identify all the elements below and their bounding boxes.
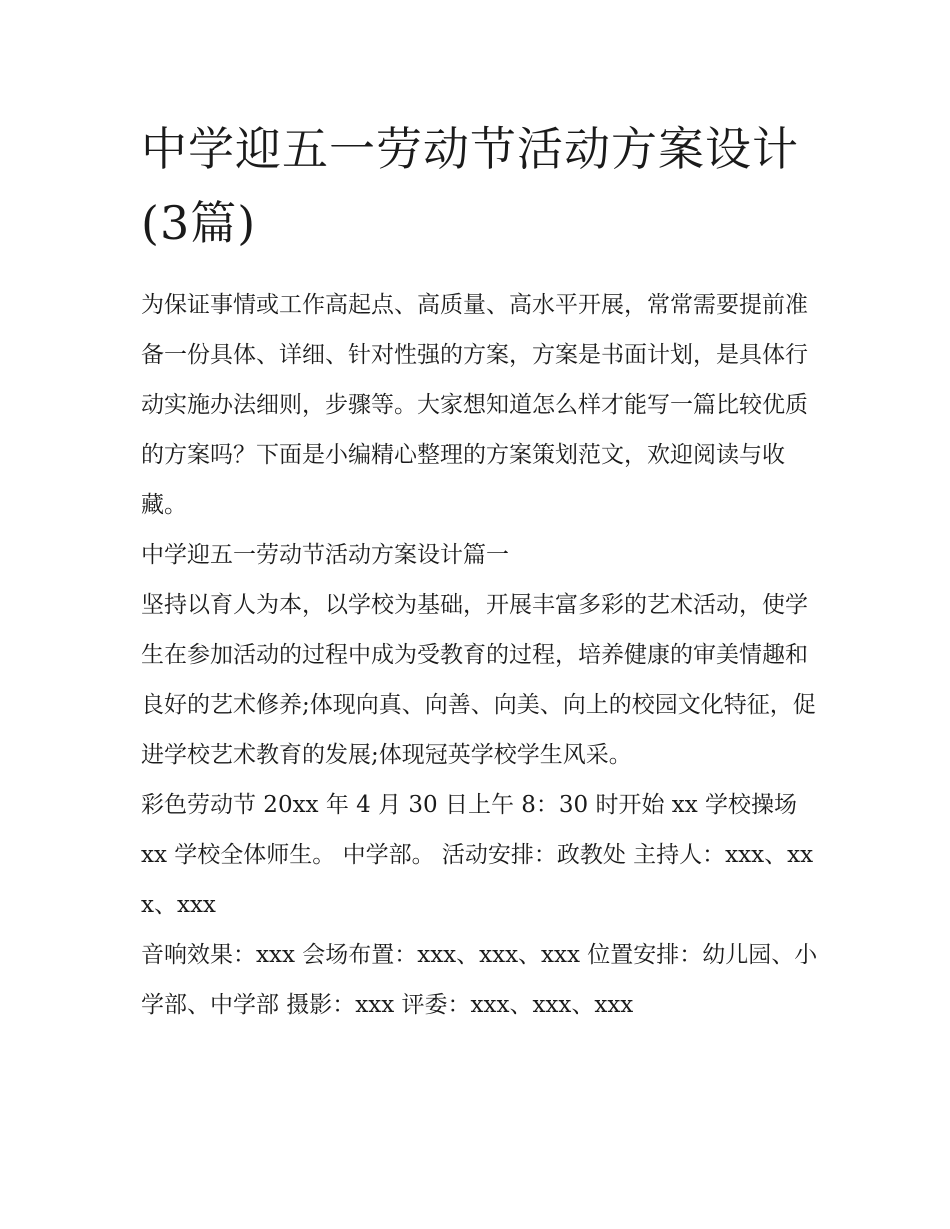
- participants-paragraph: xx 学校全体师生。 中学部。 活动安排：政教处 主持人：xxx、xxx、xxx: [141, 842, 814, 918]
- staff-paragraph: 音响效果：xxx 会场布置：xxx、xxx、xxx 位置安排：幼儿园、小学部、中学部 摄影：xxx 评委：xxx、xxx、xxx: [141, 942, 818, 1018]
- document-title: 中学迎五一劳动节活动方案设计(3篇): [141, 122, 799, 250]
- section-heading: 中学迎五一劳动节活动方案设计篇一: [141, 542, 509, 568]
- purpose-paragraph: 坚持以育人为本，以学校为基础，开展丰富多彩的艺术活动，使学生在参加活动的过程中成为受教育的过程，培养健康的审美情趣和良好的艺术修养;体现向真、向善、向美、向上的校园文化特征，促进学校艺术教育的发展;体现冠英学校学生风采。: [141, 592, 816, 768]
- intro-paragraph: 为保证事情或工作高起点、高质量、高水平开展，常常需要提前准备一份具体、详细、针对性强的方案，方案是书面计划，是具体行动实施办法细则，步骤等。大家想知道怎么样才能写一篇比较优质的方案吗？下面是小编精心整理的方案策划范文，欢迎阅读与收藏。: [141, 292, 808, 518]
- document-body: [141, 112, 821, 1030]
- event-time-paragraph: 彩色劳动节 20xx 年 4 月 30 日上午 8：30 时开始 xx 学校操场: [141, 792, 798, 818]
